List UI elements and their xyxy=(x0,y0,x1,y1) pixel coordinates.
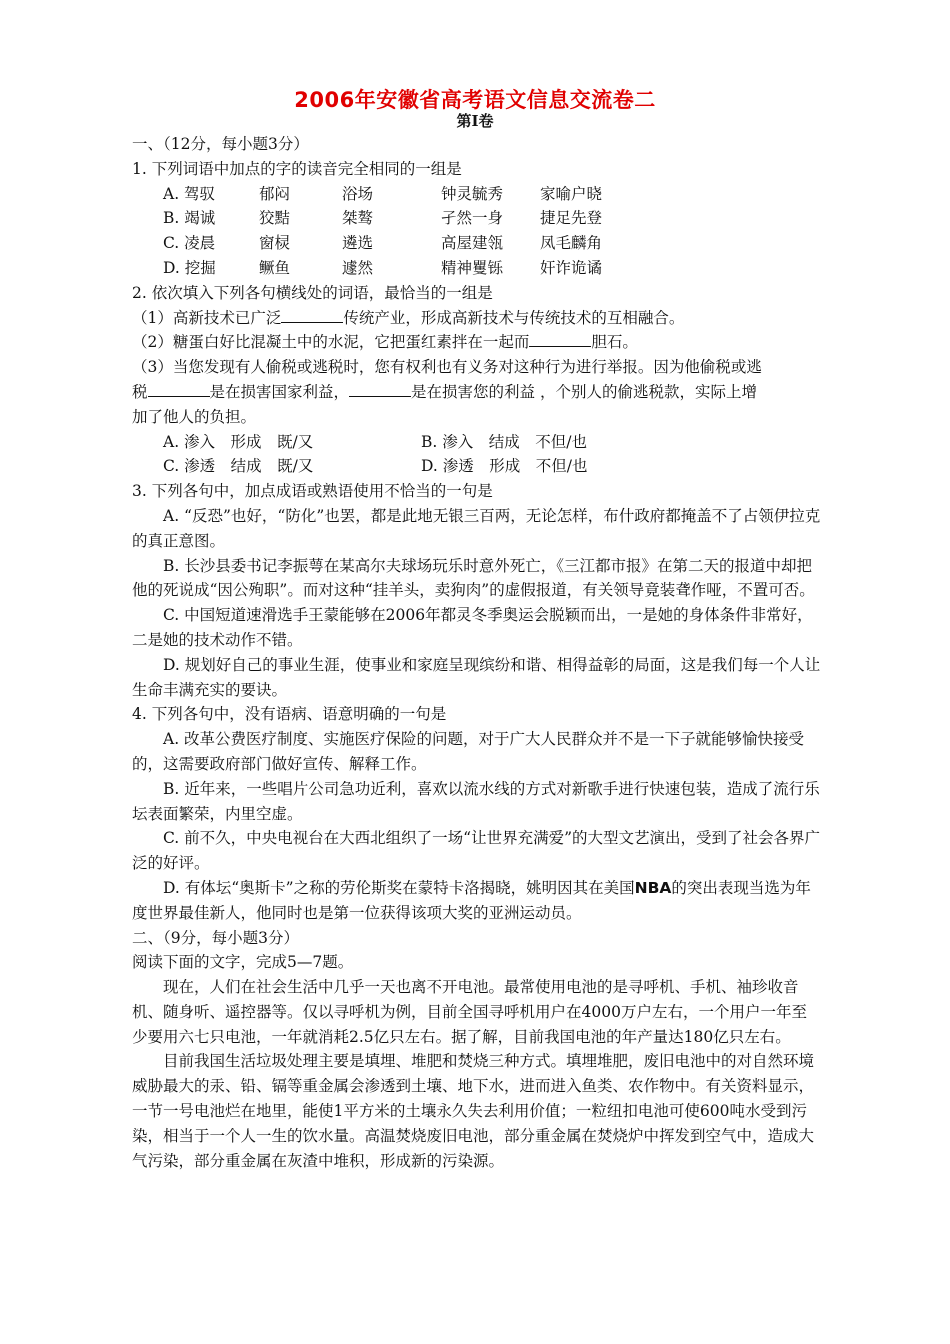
option-word: C. 凌晨 xyxy=(163,234,216,253)
sentence-text: D. 有体坛“奥斯卡”之称的劳伦斯奖在蒙特卡洛揭晓，姚明因其在美国 xyxy=(163,878,635,897)
option-word: A. 驾驭 xyxy=(163,184,216,203)
question-stem: 1. 下列词语中加点的字的读音完全相同的一组是 xyxy=(132,159,462,178)
q1-option-c xyxy=(132,231,822,256)
sentence-text: 税 xyxy=(132,382,148,401)
exam-body xyxy=(132,132,822,1173)
option-word: 狡黠 xyxy=(259,209,291,228)
q4-option-c: C. 前不久，中央电视台在大西北组织了一场“让世界充满爱”的大型文艺演出，受到了社会各界广泛的好评。 xyxy=(132,829,821,873)
q2-options-row-1 xyxy=(132,430,822,455)
option-word: 奸诈诡谲 xyxy=(540,258,603,277)
option-b: B. 渗入 结成 不但/也 xyxy=(421,432,587,451)
q1-option-d xyxy=(132,256,822,281)
sentence-text: 的突出表现当选为年度世界最佳新人，他同时也是第一位获得该项大奖的亚洲运动员。 xyxy=(132,878,811,922)
nba-text: NBA xyxy=(634,878,672,897)
q3-option-a: A. “反恐”也好，“防化”也罢，都是此地无银三百两，无论怎样，布什政府都掩盖不了占领伊拉克的真正意图。 xyxy=(132,506,821,550)
option-word: 桀骜 xyxy=(342,209,374,228)
document-title: 2006年安徽省高考语文信息交流卷二 xyxy=(294,88,656,112)
question-stem: 2. 依次填入下列各句横线处的词语，最恰当的一组是 xyxy=(132,283,493,302)
option-word: 家喻户晓 xyxy=(540,184,603,203)
option-a: A. 渗入 形成 既/又 xyxy=(163,432,314,451)
option-c: C. 渗透 结成 既/又 xyxy=(163,457,314,476)
question-stem: 3. 下列各句中，加点成语或熟语使用不恰当的一句是 xyxy=(132,482,493,501)
question-stem: 4. 下列各句中，没有语病、语意明确的一句是 xyxy=(132,705,447,724)
q4-option-d xyxy=(132,876,822,926)
option-word: 遴选 xyxy=(342,234,374,253)
fill-blank xyxy=(281,306,343,323)
sentence-text: （1）高新技术已广泛 xyxy=(132,308,282,327)
option-word: 孑然一身 xyxy=(441,209,504,228)
option-word: B. 竭诚 xyxy=(163,209,216,228)
option-word: 鳜鱼 xyxy=(259,258,291,277)
fill-blank xyxy=(148,380,210,397)
q3-option-b: B. 长沙县委书记李振萼在某高尔夫球场玩乐时意外死亡，《三江都市报》在第二天的报道中却把他的死说成“因公殉职”。而对这种“挂羊头，卖狗肉”的虚假报道，有关领导竟装聋作哑，不置可否。 xyxy=(132,556,815,600)
option-word: 捷足先登 xyxy=(540,209,603,228)
reading-intro: 阅读下面的文字，完成5—7题。 xyxy=(132,953,354,972)
q1-option-b xyxy=(132,206,822,231)
q1-option-a xyxy=(132,182,822,207)
document-subtitle: 第Ⅰ卷 xyxy=(456,112,494,130)
q2-sentence-3c: 加了他人的负担。 xyxy=(132,407,257,426)
option-d: D. 渗透 形成 不但/也 xyxy=(421,457,588,476)
section-header: 一、（12分，每小题3分） xyxy=(132,135,309,153)
q2-options-row-2 xyxy=(132,454,822,479)
option-word: 遽然 xyxy=(342,258,374,277)
option-word: 高屋建瓴 xyxy=(441,234,504,253)
option-word: 窗棂 xyxy=(259,234,291,253)
option-word: 精神矍铄 xyxy=(441,258,504,277)
option-word: 凤毛麟角 xyxy=(540,234,603,253)
q2-sentence-1 xyxy=(132,306,822,331)
fill-blank xyxy=(349,380,411,397)
fill-blank xyxy=(529,330,591,347)
sentence-text: 胆石。 xyxy=(591,333,638,352)
q2-sentence-3b xyxy=(132,380,822,405)
q3-option-d: D. 规划好自己的事业生涯，使事业和家庭呈现缤纷和谐、相得益彰的局面，这是我们每一个人让生命丰满充实的要诀。 xyxy=(132,655,821,699)
sentence-text: （2）糖蛋白好比混凝土中的水泥，它把蛋红素拌在一起而 xyxy=(132,333,530,352)
section-header: 二、（9分，每小题3分） xyxy=(132,928,299,947)
sentence-text: 是在损害国家利益， xyxy=(209,382,350,401)
option-word: 郁闷 xyxy=(259,184,291,203)
q4-option-a: A. 改革公费医疗制度、实施医疗保险的问题，对于广大人民群众并不是一下子就能够愉快接受的，这需要政府部门做好宣传、解释工作。 xyxy=(132,730,805,773)
q3-option-c: C. 中国短道速滑选手王蒙能够在2006年都灵冬季奥运会脱颖而出，一是她的身体条件非常好，二是她的技术动作不错。 xyxy=(132,606,813,649)
q2-sentence-2 xyxy=(132,330,822,355)
reading-paragraph-1: 现在，人们在社会生活中几乎一天也离不开电池。最常使用电池的是寻呼机、手机、袖珍收音机、随身听、遥控器等。仅以寻呼机为例，目前全国寻呼机用户在4000万户左右，一个用户一年至少要用六七只电池，一年就消耗2.5亿只左右。据了解，目前我国电池的年产量达180亿只左右。 xyxy=(132,978,807,1046)
q2-sentence-3a: （3）当您发现有人偷税或逃税时，您有权利也有义务对这种行为进行举报。因为他偷税或逃 xyxy=(132,358,762,377)
option-word: 钟灵毓秀 xyxy=(441,184,504,203)
q4-option-b: B. 近年来，一些唱片公司急功近利，喜欢以流水线的方式对新歌手进行快速包装，造成了流行乐坛表面繁荣，内里空虚。 xyxy=(132,779,820,823)
sentence-text: 传统产业，形成高新技术与传统技术的互相融合。 xyxy=(343,308,685,327)
sentence-text: 是在损害您的利益 ，个别人的偷逃税款，实际上增 xyxy=(411,382,757,401)
reading-paragraph-2: 目前我国生活垃圾处理主要是填埋、堆肥和焚烧三种方式。填埋堆肥，废旧电池中的对自然环境威胁最大的汞、铅、镉等重金属会渗透到土壤、地下水，进而进入鱼类、农作物中。有关资料显示，一节一号电池烂在地里，能使1平方米的土壤永久失去利用价值；一粒纽扣电池可使600吨水受到污染，相当于一个人一生的饮水量。高温焚烧废旧电池，部分重金属在焚烧炉中挥发到空气中，造成大气污染，部分重金属在灰渣中堆积，形成新的污染源。 xyxy=(132,1052,815,1170)
option-word: 浴场 xyxy=(342,184,374,203)
option-word: D. 挖掘 xyxy=(163,258,216,277)
